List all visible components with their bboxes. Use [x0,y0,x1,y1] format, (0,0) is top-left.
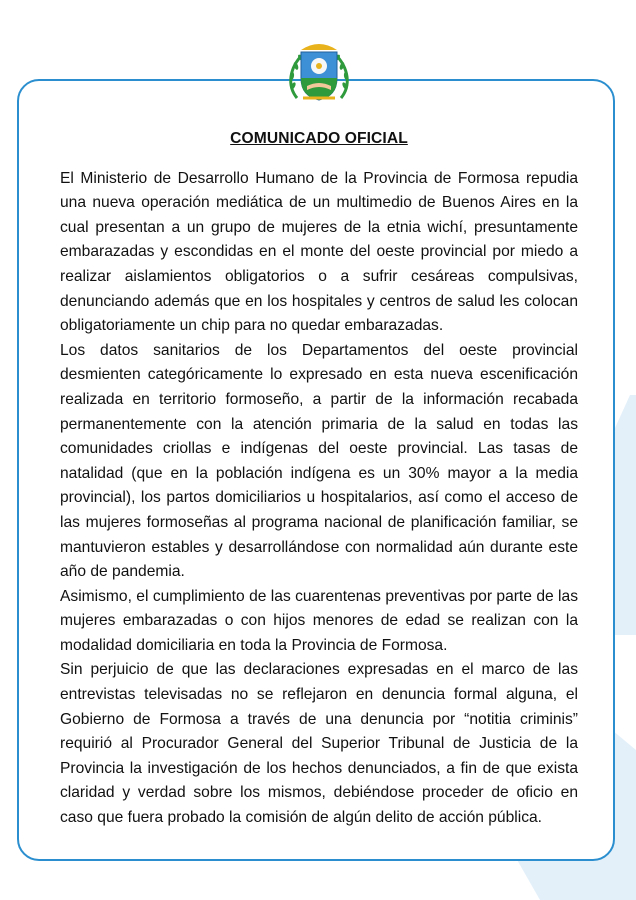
paragraph: Asimismo, el cumplimiento de las cuarentenas preventivas por parte de las mujeres embarazadas o con hijos menores de edad se realizan con la modalidad domiciliaria en toda la Provincia de Formosa. [60,587,578,654]
paragraph: Sin perjuicio de que las declaraciones expresadas en el marco de las entrevistas televisadas no se reflejaron en denuncia formal alguna, el Gobierno de Formosa a través de una denuncia por “notitia criminis” requirió al Procurador General del Superior Tribunal de Justicia de la Provincia la investigación de los hechos denunciados, a fin de que exista claridad y verdad sobre los mismos, debiéndose proceder de oficio en caso que fuera probado la comisión de algún delito de acción pública. [60,661,578,827]
document-body [60,127,578,831]
provincial-coat-of-arms-icon [283,40,355,104]
paragraph: El Ministerio de Desarrollo Humano de la Provincia de Formosa repudia una nueva operación mediática de un multimedio de Buenos Aires en la cual presentan a un grupo de mujeres de la etnia wichí, presuntamente embarazadas y escondidas en el monte del oeste provincial por miedo a realizar aislamientos obligatorios o a sufrir cesáreas compulsivas, denunciando además que en los hospitales y centros de salud les colocan obligatoriamente un chip para no quedar embarazadas. [60,169,578,335]
paragraph: Los datos sanitarios de los Departamentos del oeste provincial desmienten categóricamente lo expresado en esta nueva escenificación realizada en territorio formoseño, a partir de la información recabada permanentemente con la atención primaria de la salud en todas las comunidades criollas e indígenas del oeste provincial. Las tasas de natalidad (que en la población indígena es un 30% mayor a la media provincial), los partos domiciliarios u hospitalarios, así como el acceso de las mujeres formoseñas al programa nacional de planificación familiar, se mantuvieron estables y desarrollándose con normalidad aún durante este año de pandemia. [60,341,578,581]
document-title: COMUNICADO OFICIAL [230,130,408,147]
